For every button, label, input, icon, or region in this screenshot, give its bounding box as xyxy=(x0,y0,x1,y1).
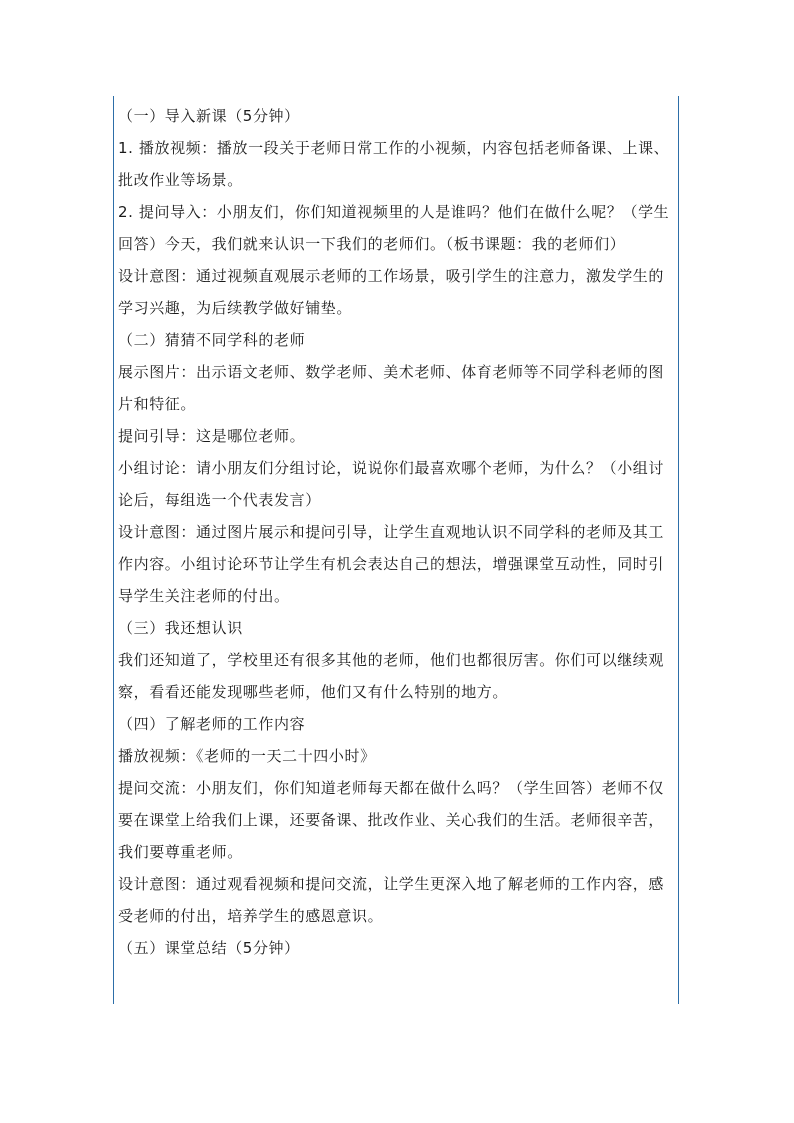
step-group-discussion: 小组讨论：请小朋友们分组讨论，说说你们最喜欢哪个老师，为什么？（小组讨论后，每组选一个代表发言） xyxy=(118,459,665,509)
step-question-intro: 2. 提问导入：小朋友们，你们知道视频里的人是谁吗？他们在做什么呢？（学生回答）今天，我们就来认识一下我们的老师们。（板书课题：我的老师们） xyxy=(118,203,670,253)
paragraph-other-teachers: 我们还知道了，学校里还有很多其他的老师，他们也都很厉害。你们可以继续观察，看看还能发现哪些老师，他们又有什么特别的地方。 xyxy=(118,651,665,701)
design-intent-2: 设计意图：通过图片展示和提问引导，让学生直观地认识不同学科的老师及其工作内容。小组讨论环节让学生有机会表达自己的想法，增强课堂互动性，同时引导学生关注老师的付出。 xyxy=(118,523,665,605)
section-heading-guess-teachers: （二）猜猜不同学科的老师 xyxy=(118,331,306,349)
design-intent-3: 设计意图：通过观看视频和提问交流，让学生更深入地了解老师的工作内容，感受老师的付出，培养学生的感恩意识。 xyxy=(118,875,665,925)
section-heading-teacher-work: （四）了解老师的工作内容 xyxy=(118,715,306,733)
step-question-exchange: 提问交流：小朋友们，你们知道老师每天都在做什么吗？（学生回答）老师不仅要在课堂上给我们上课，还要备课、批改作业、关心我们的生活。老师很辛苦，我们要尊重老师。 xyxy=(118,779,665,861)
step-question-guide: 提问引导：这是哪位老师。 xyxy=(118,427,306,445)
section-heading-want-to-know: （三）我还想认识 xyxy=(118,619,243,637)
lesson-plan-content xyxy=(118,100,678,964)
section-heading-summary: （五）课堂总结（5分钟） xyxy=(118,939,300,957)
step-play-video: 1. 播放视频：播放一段关于老师日常工作的小视频，内容包括老师备课、上课、批改作业等场景。 xyxy=(118,139,670,189)
section-heading-intro: （一）导入新课（5分钟） xyxy=(118,107,300,125)
step-show-pictures: 展示图片：出示语文老师、数学老师、美术老师、体育老师等不同学科老师的图片和特征。 xyxy=(118,363,665,413)
step-play-video-2: 播放视频：《老师的一天二十四小时》 xyxy=(118,747,376,765)
design-intent-1: 设计意图：通过视频直观展示老师的工作场景，吸引学生的注意力，激发学生的学习兴趣，为后续教学做好铺垫。 xyxy=(118,267,665,317)
